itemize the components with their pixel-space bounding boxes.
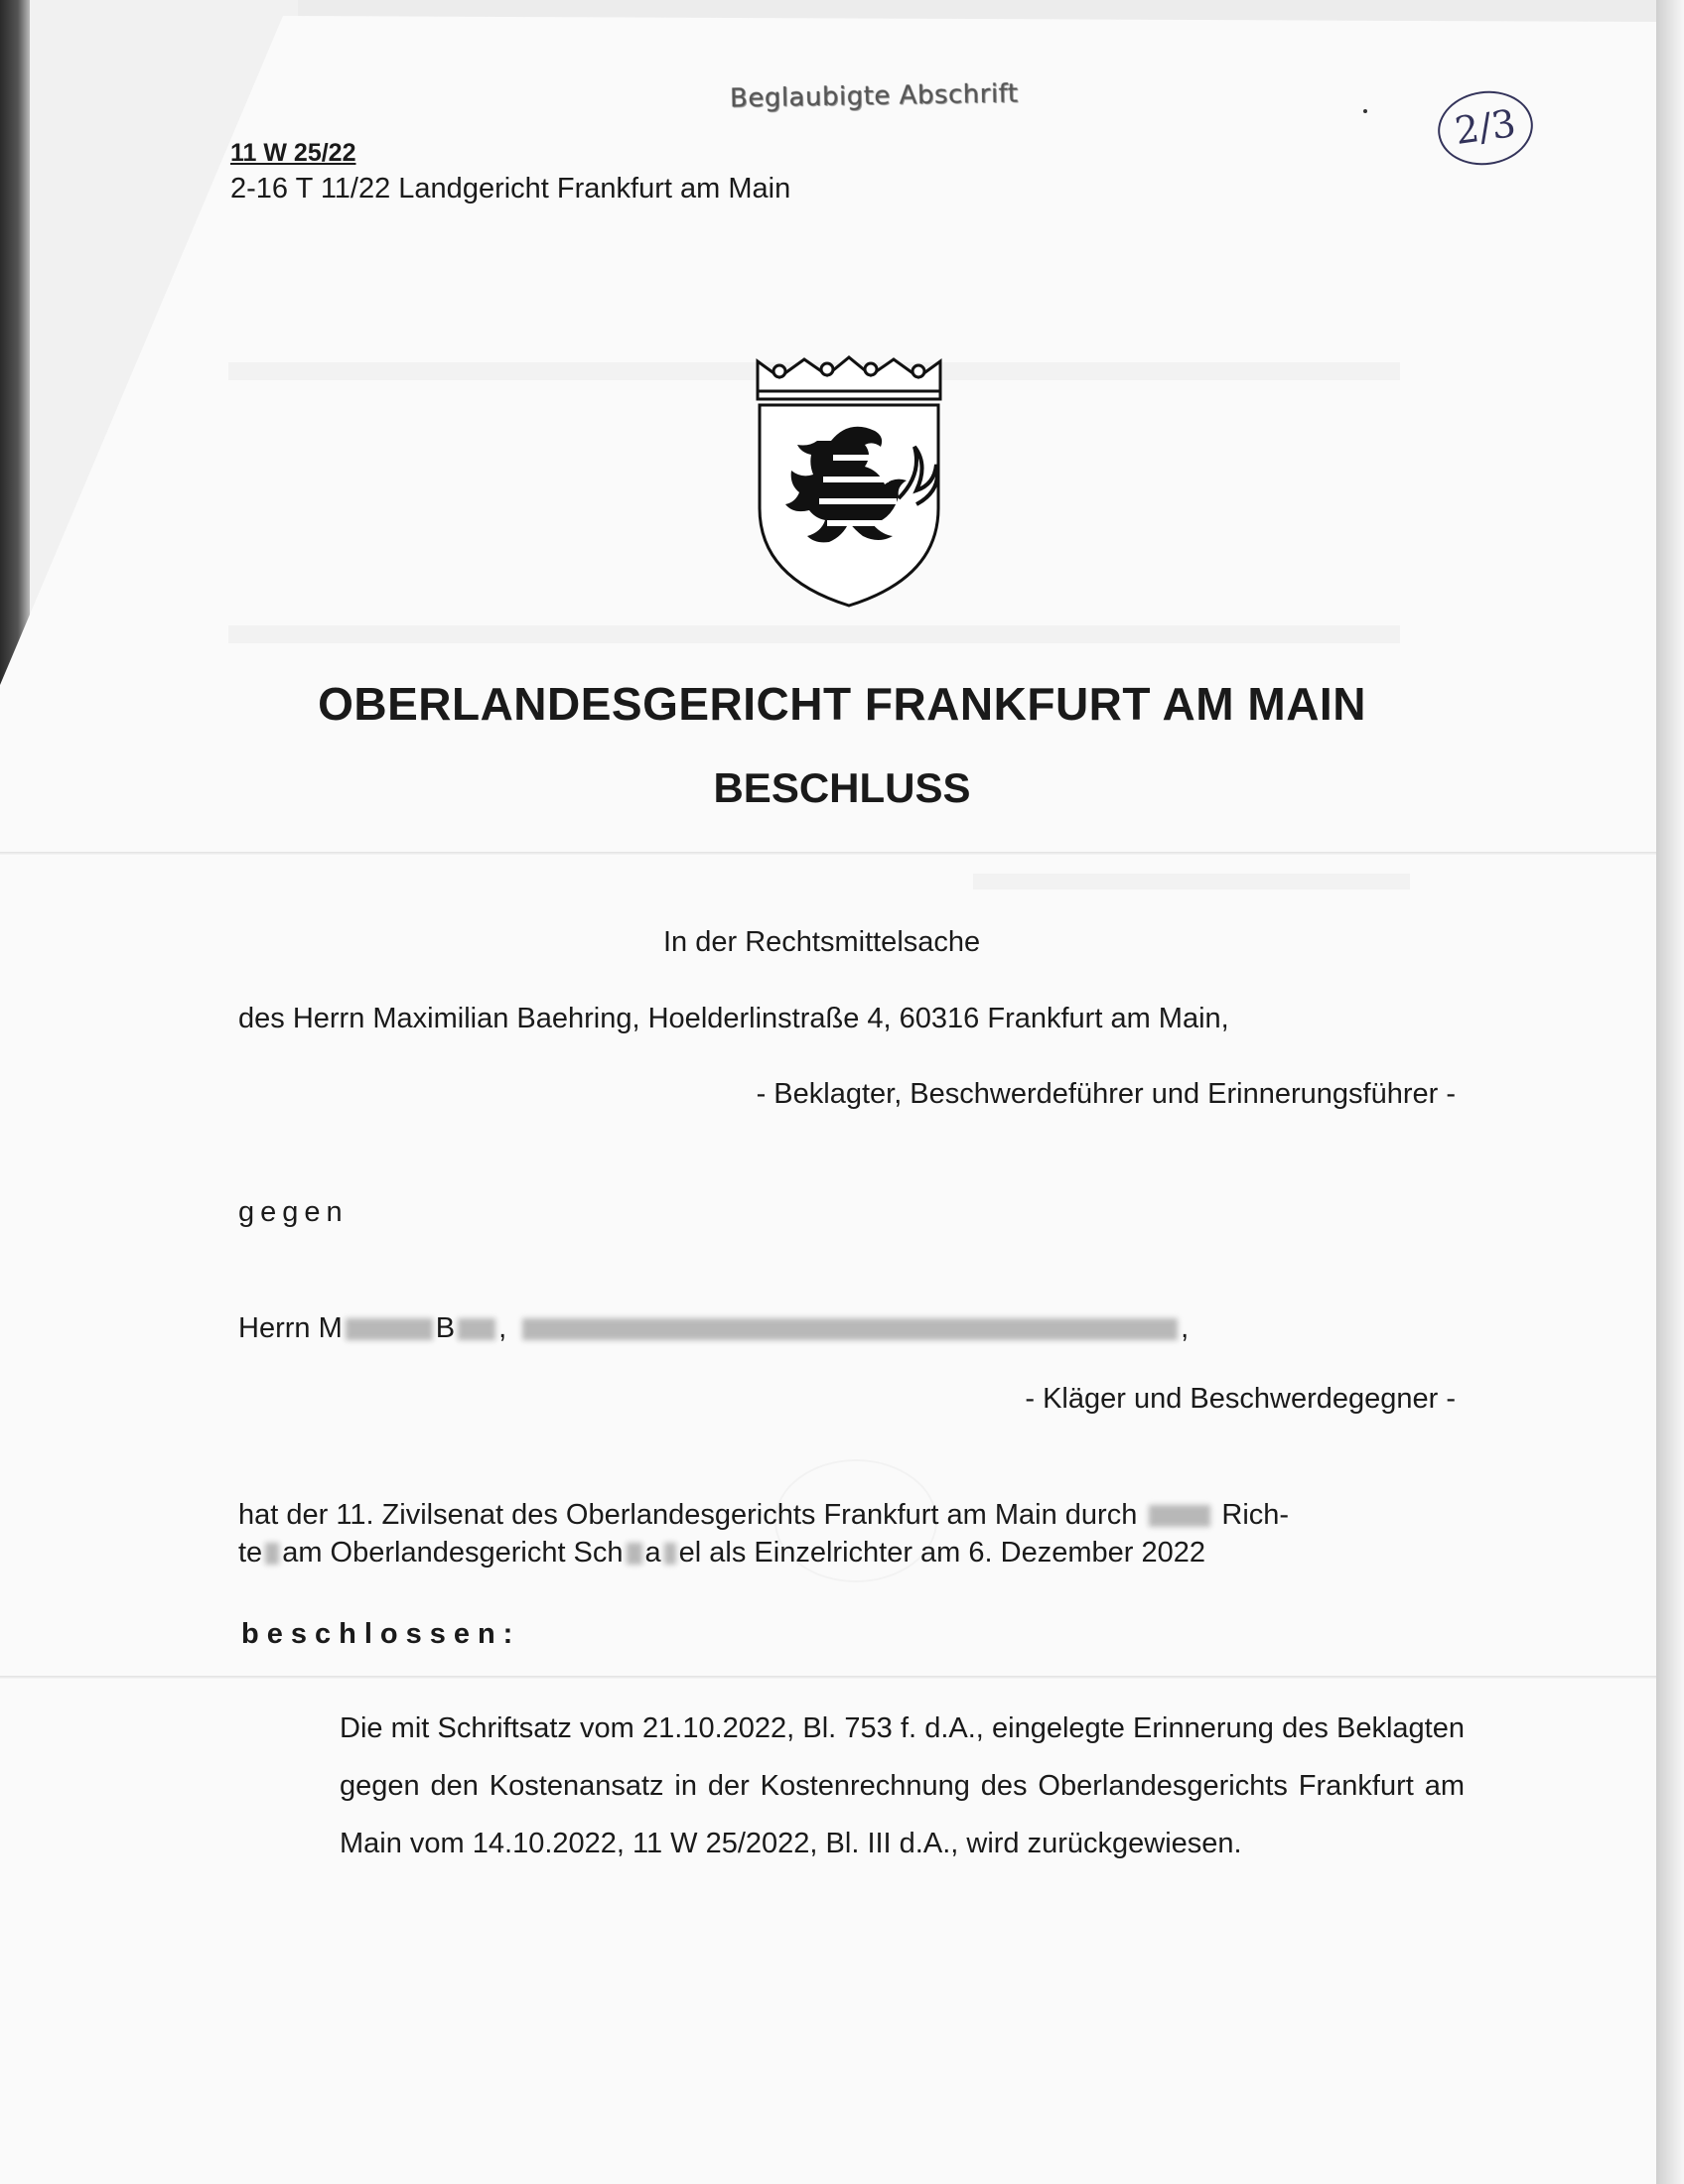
plaintiff-mid: B: [435, 1312, 456, 1344]
senate-text: te: [238, 1537, 263, 1569]
redaction: [627, 1543, 642, 1565]
fold-line: [0, 1676, 1656, 1679]
page-number-mark: 2/3: [1433, 85, 1537, 172]
redaction: [346, 1318, 433, 1340]
lower-court-reference: 2-16 T 11/22 Landgericht Frankfurt am Main: [230, 173, 791, 205]
bleed-through-mark: [973, 874, 1410, 889]
certified-copy-stamp: Beglaubigte Abschrift: [729, 78, 1019, 114]
proceeding-intro: In der Rechtsmittelsache: [663, 926, 981, 958]
fold-line: [0, 852, 1656, 855]
redaction: [664, 1543, 676, 1565]
senate-text: a: [644, 1537, 661, 1569]
defendant-address: des Herrn Maximilian Baehring, Hoelderlinstraße 4, 60316 Frankfurt am Main,: [238, 1003, 1229, 1034]
redaction: [1149, 1505, 1210, 1527]
senate-text: hat der 11. Zivilsenat des Oberlandesgerichts Frankfurt am Main durch: [238, 1499, 1138, 1531]
court-name: OBERLANDESGERICHT FRANKFURT AM MAIN: [318, 678, 1366, 730]
senate-line-1: [238, 1499, 1289, 1532]
versus-label: gegen: [238, 1196, 349, 1228]
plaintiff-prefix: Herrn M: [238, 1312, 343, 1344]
plaintiff-role: - Kläger und Beschwerdegegner -: [1025, 1383, 1456, 1415]
document-type: BESCHLUSS: [713, 764, 971, 811]
senate-line-2: [238, 1537, 1205, 1570]
senate-text: am Oberlandesgericht Sch: [282, 1537, 624, 1569]
paper-edge: [1656, 0, 1684, 2184]
ink-dot: [1363, 109, 1367, 113]
decided-label: beschlossen:: [241, 1618, 521, 1650]
bleed-through-mark: [228, 625, 1400, 643]
senate-text-end: Rich-: [1221, 1499, 1290, 1531]
ruling-tenor: Die mit Schriftsatz vom 21.10.2022, Bl. 753 f. d.A., eingelegte Erinnerung des Beklagten gegen den Kostenansatz in der Kostenrechnung des Oberlandesgerichts Frankfurt am Main vom 14.10.2022, 11 W 25/2022, Bl. III d.A., wird zurückgewiesen.: [340, 1712, 1465, 1859]
plaintiff-line: [238, 1312, 1189, 1345]
plaintiff-trailing-comma: ,: [1181, 1312, 1190, 1344]
defendant-role: - Beklagter, Beschwerdeführer und Erinnerungsführer -: [756, 1078, 1456, 1110]
plaintiff-comma: ,: [498, 1312, 507, 1344]
file-number: 11 W 25/22: [230, 139, 356, 167]
redaction: [522, 1318, 1178, 1340]
coat-of-arms-icon: [750, 349, 948, 610]
senate-text: el als Einzelrichter am 6. Dezember 2022: [678, 1537, 1205, 1569]
redaction: [265, 1543, 279, 1565]
redaction: [458, 1318, 495, 1340]
